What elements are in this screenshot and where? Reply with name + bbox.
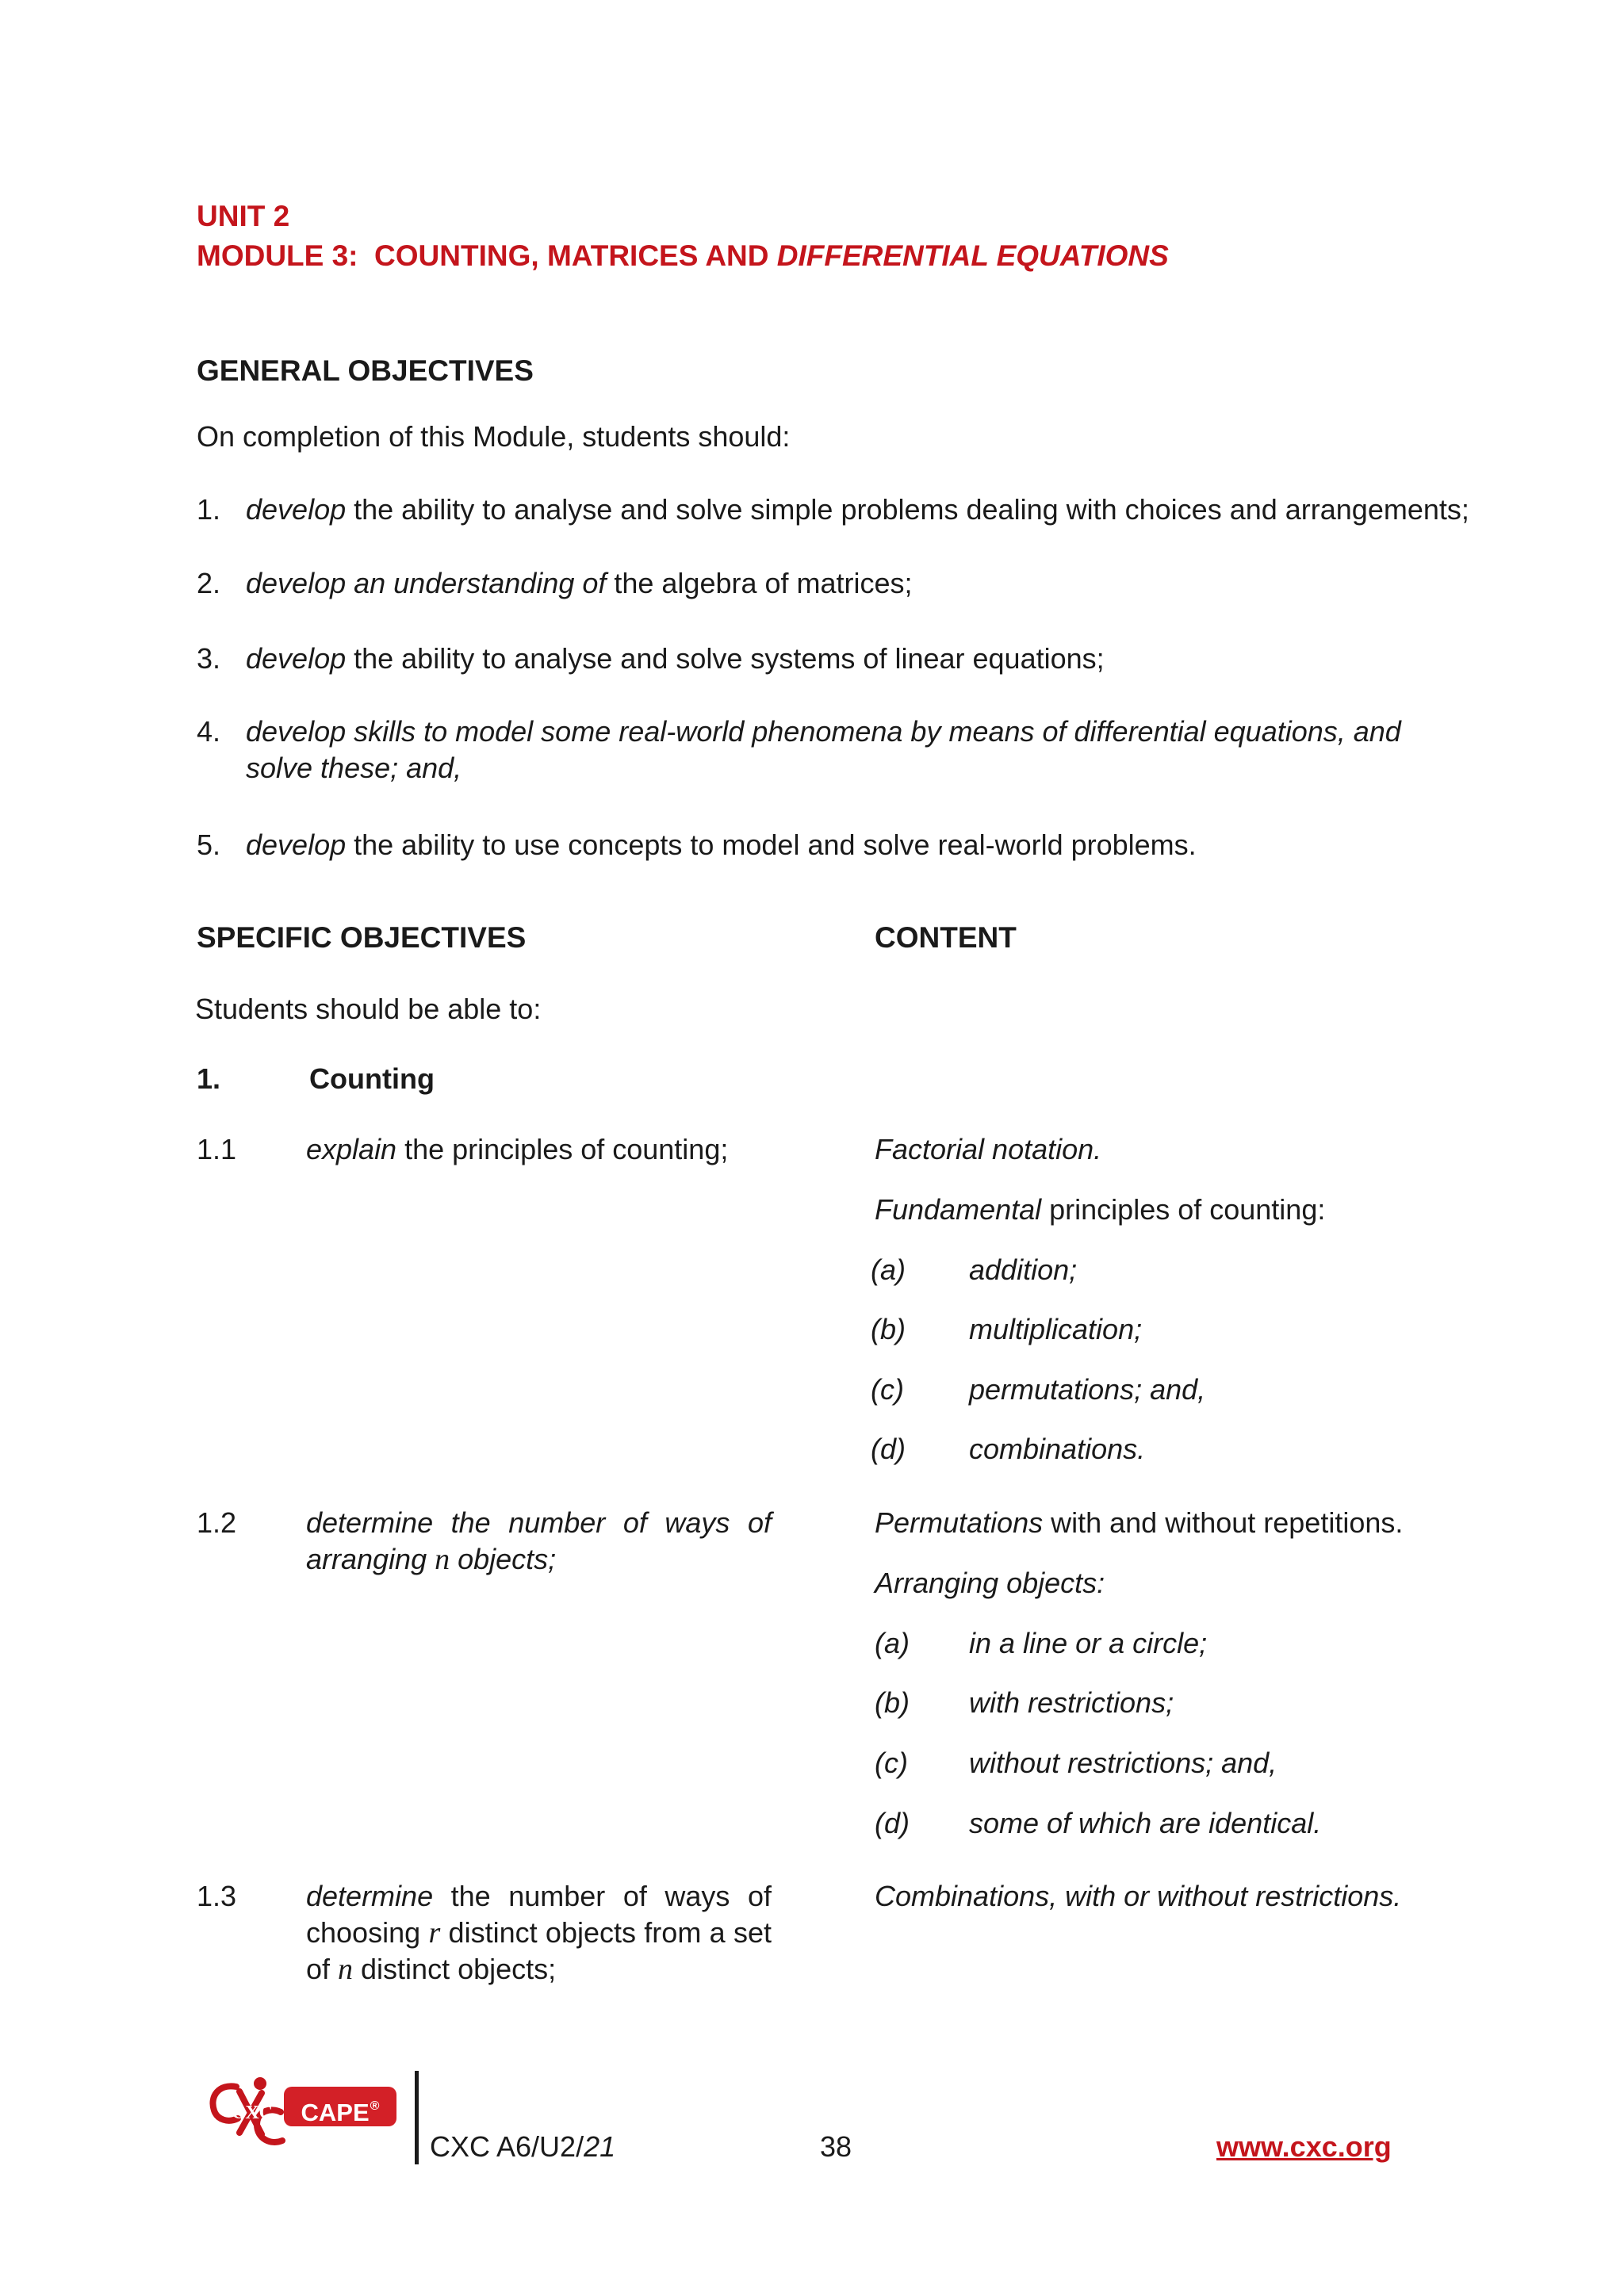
general-objective-num: 2.	[197, 567, 221, 599]
specific-objectives-heading: SPECIFIC OBJECTIVES	[197, 921, 527, 954]
objective-number: 1.1	[197, 1133, 237, 1165]
content-item-label: (b)	[871, 1313, 906, 1345]
general-objective-num: 3.	[197, 642, 221, 675]
math-variable-n: n	[435, 1543, 450, 1576]
objective-text: the ability to use concepts to model and solve real-world problems.	[346, 828, 1197, 861]
objective-verb: develop	[246, 493, 347, 526]
content-item-text: combinations.	[969, 1433, 1146, 1465]
registered-mark: ®	[370, 2099, 380, 2113]
content-line: Factorial notation.	[875, 1133, 1102, 1165]
general-objective-item	[246, 714, 1443, 786]
objective-text: the algebra of matrices;	[606, 567, 913, 599]
section-title: Counting	[309, 1062, 435, 1095]
objective-text	[306, 1505, 772, 1578]
content-line	[875, 1192, 1325, 1228]
syllabus-code-year: 21	[584, 2130, 616, 2163]
objective-text-part: objects;	[450, 1543, 557, 1575]
general-objective-item	[246, 565, 1451, 602]
content-item-text: in a line or a circle;	[969, 1627, 1208, 1659]
syllabus-code	[430, 2129, 615, 2165]
content-italic: Fundamental	[875, 1193, 1042, 1226]
math-variable-r: r	[428, 1916, 441, 1950]
objective-verb: develop	[246, 828, 347, 861]
general-objective-item	[246, 641, 1451, 677]
students-intro: Students should be able to:	[195, 993, 542, 1025]
content-line	[875, 1505, 1403, 1541]
unit-title: UNIT 2	[197, 200, 290, 232]
logo-letters: CXC	[232, 2103, 273, 2123]
objective-text-part: the number of ways of choosing	[306, 1880, 772, 1949]
cxc-cape-logo	[205, 2072, 403, 2152]
objective-verb: explain	[306, 1133, 397, 1165]
syllabus-code-prefix: CXC A6/U2/	[430, 2130, 584, 2163]
cxc-logo-icon	[205, 2072, 292, 2152]
content-item-text: some of which are identical.	[969, 1807, 1322, 1839]
cape-badge	[284, 2087, 396, 2126]
objective-number: 1.3	[197, 1880, 237, 1912]
math-variable-n: n	[338, 1953, 354, 1986]
objective-text: the ability to analyse and solve systems of linear equations;	[346, 642, 1105, 675]
content-heading: CONTENT	[875, 921, 1017, 954]
general-objective-item	[246, 827, 1451, 863]
general-objectives-intro: On completion of this Module, students should:	[197, 420, 791, 453]
objective-number: 1.2	[197, 1506, 237, 1539]
objective-verb: determine	[306, 1880, 434, 1912]
objective-rest: the principles of counting;	[396, 1133, 729, 1165]
objective-text-part: distinct objects;	[353, 1953, 557, 1985]
general-objectives-heading: GENERAL OBJECTIVES	[197, 354, 534, 387]
footer-divider	[415, 2071, 419, 2164]
content-line: Combinations, with or without restrictions.	[875, 1880, 1402, 1912]
content-rest: principles of counting:	[1041, 1193, 1326, 1226]
general-objective-num: 4.	[197, 715, 221, 748]
module-title-italic: DIFFERENTIAL EQUATIONS	[776, 239, 1169, 272]
content-item-text: multiplication;	[969, 1313, 1143, 1345]
content-item-text: addition;	[969, 1253, 1078, 1286]
content-item-label: (c)	[871, 1373, 904, 1406]
section-number: 1.	[197, 1062, 221, 1095]
content-italic: Permutations	[875, 1506, 1044, 1539]
content-rest: with and without repetitions.	[1043, 1506, 1404, 1539]
content-item-text: with restrictions;	[969, 1686, 1174, 1719]
content-item-label: (c)	[875, 1747, 908, 1779]
objective-text	[306, 1878, 772, 1988]
content-item-label: (d)	[871, 1433, 906, 1465]
content-item-text: permutations; and,	[969, 1373, 1206, 1406]
page-number: 38	[820, 2130, 852, 2163]
objective-verb: develop skills to model some real-world phenomena by means of differential equations, and solve these; and,	[246, 715, 1401, 784]
content-item-label: (d)	[875, 1807, 910, 1839]
content-line: Arranging objects:	[875, 1567, 1105, 1599]
objective-text: the ability to analyse and solve simple problems dealing with choices and arrangements;	[346, 493, 1469, 526]
content-item-label: (b)	[875, 1686, 910, 1719]
content-item-label: (a)	[875, 1627, 910, 1659]
general-objective-num: 1.	[197, 493, 221, 526]
objective-verb: develop	[246, 642, 347, 675]
module-title-prefix: MODULE 3: COUNTING, MATRICES AND	[197, 239, 777, 272]
module-title	[197, 236, 1169, 276]
objective-text	[306, 1131, 772, 1168]
cape-label: CAPE	[301, 2099, 370, 2126]
general-objective-num: 5.	[197, 828, 221, 861]
objective-text-part: determine the number of ways of arranging	[306, 1506, 772, 1575]
objective-verb: develop an understanding of	[246, 567, 607, 599]
website-link[interactable]: www.cxc.org	[1216, 2130, 1392, 2163]
objective-text-part: distinct objects from a set of	[306, 1916, 772, 1985]
general-objective-item	[246, 492, 1469, 528]
content-item-label: (a)	[871, 1253, 906, 1286]
content-item-text: without restrictions; and,	[969, 1747, 1277, 1779]
